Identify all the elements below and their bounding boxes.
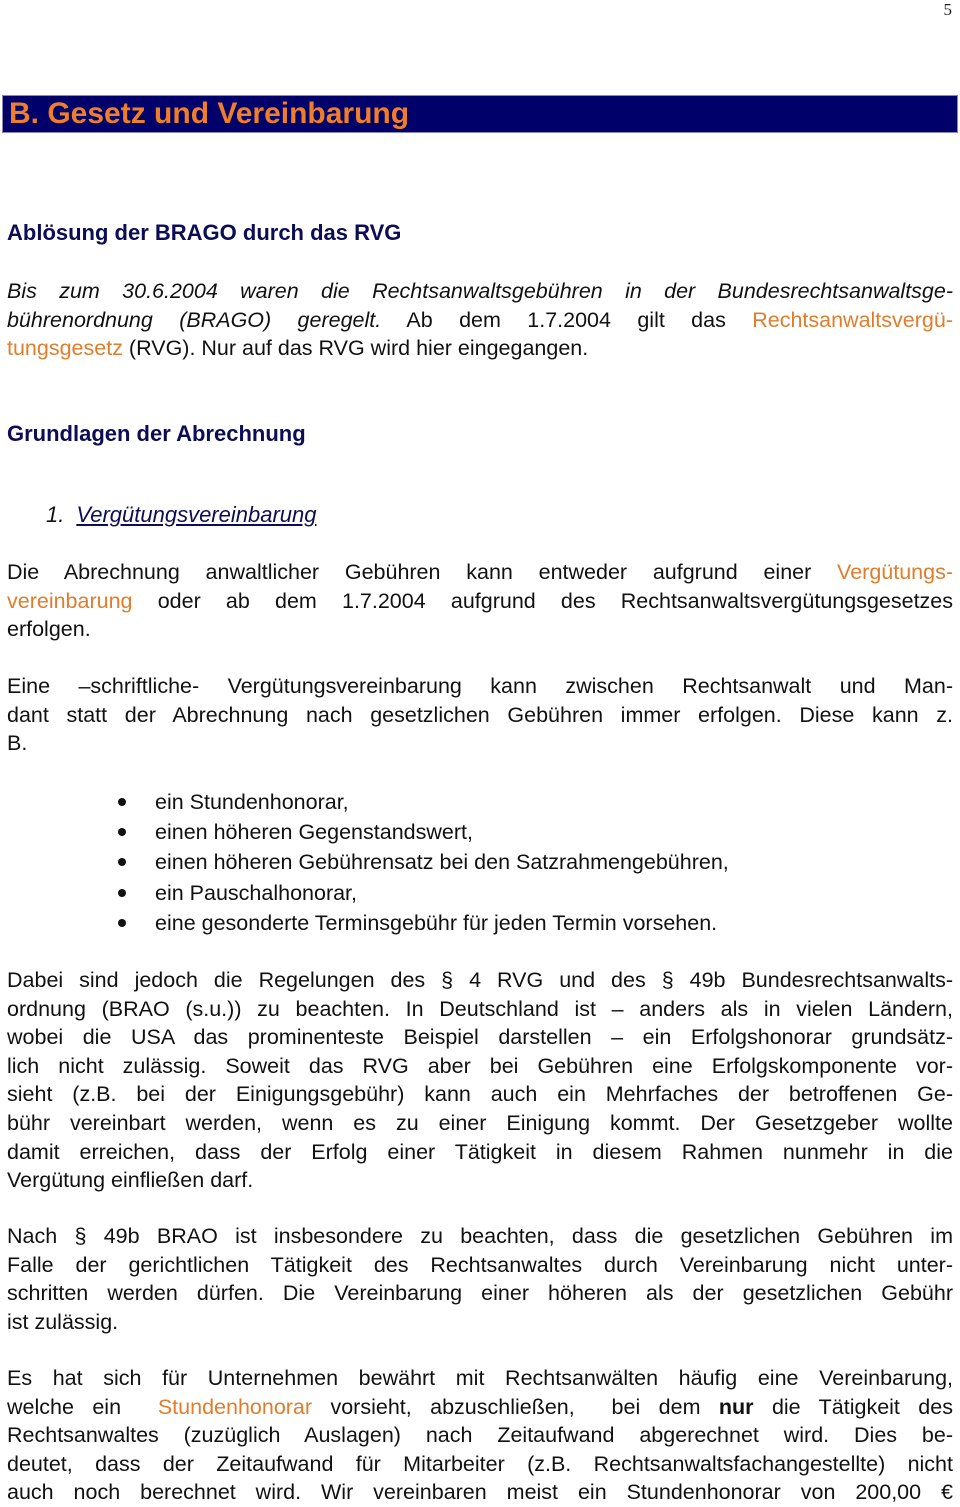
paragraph-line: lich nicht zulässig. Soweit das RVG aber bei Gebühren eine Erfolgskomponente vor- [7, 1053, 953, 1078]
paragraph-line: schritten werden dürfen. Die Vereinbarung einer höheren als der gesetzlichen Gebühr [7, 1281, 953, 1306]
paragraph-line: Es hat sich für Unternehmen bewährt mit Rechtsanwälten häufig eine Vereinbarung, [7, 1366, 953, 1390]
paragraph-regelungen [7, 966, 953, 1195]
paragraph-line: damit erreichen, dass der Erfolg einer Tätigkeit in diesem Rahmen nunmehr in die [7, 1139, 953, 1164]
bullet-icon [118, 919, 126, 927]
paragraph-line [7, 334, 953, 363]
text: vorsieht, abzuschließen, bei dem [312, 1394, 719, 1419]
list-item-text: eine gesonderte Terminsgebühr für jeden Termin vorsehen. [155, 910, 718, 935]
numbered-item-verguetungsvereinbarung [46, 502, 317, 528]
paragraph-line [7, 558, 953, 587]
section-heading-brago: Ablösung der BRAGO durch das RVG [7, 220, 402, 245]
list-item [118, 908, 729, 938]
verguetungsvereinbarung-link[interactable]: Vergütungs- [837, 560, 953, 584]
section-heading-grundlagen: Grundlagen der Abrechnung [7, 421, 306, 446]
paragraph-line: ist zulässig. [7, 1309, 119, 1334]
list-item-text: ein Stundenhonorar, [155, 790, 349, 814]
bullet-icon [118, 798, 126, 806]
paragraph-line: B. [7, 731, 28, 756]
list-item [118, 817, 729, 847]
text: (RVG). Nur auf das RVG wird hier eingegangen. [122, 336, 589, 361]
verguetungsvereinbarung-link-continued[interactable]: vereinbarung [7, 588, 133, 613]
paragraph-line: Eine –schriftliche- Vergütungsvereinbarung kann zwischen Rechtsanwalt und Man- [7, 674, 953, 698]
list-item-text: ein Pauschalhonorar, [155, 880, 358, 905]
item-label[interactable]: Vergütungsvereinbarung [76, 502, 317, 527]
list-item [118, 787, 729, 817]
text: die Tätigkeit des [753, 1394, 953, 1419]
chapter-title: B. Gesetz und Vereinbarung [9, 97, 410, 130]
bullet-icon [118, 858, 126, 866]
bold-text: nur [718, 1394, 754, 1419]
rvg-link[interactable]: Rechtsanwaltsvergü- [752, 307, 953, 332]
paragraph-line: erfolgen. [7, 617, 91, 642]
paragraph-line [7, 306, 953, 335]
paragraph-line: Rechtsanwaltes (zuzüglich Auslagen) nach Zeitaufwand abgerechnet wird. Dies be- [7, 1423, 953, 1448]
list-item [118, 878, 729, 908]
list-item [118, 847, 729, 877]
paragraph-line: Bis zum 30.6.2004 waren die Rechtsanwaltsgebühren in der Bundesrechtsanwaltsge- [7, 279, 953, 303]
chapter-heading-bar [2, 95, 958, 133]
paragraph-line: wobei die USA das prominenteste Beispiel darstellen – ein Erfolgshonorar grundsätz- [7, 1025, 953, 1050]
paragraph-schriftliche [7, 672, 953, 758]
paragraph-brago-intro [7, 277, 953, 363]
paragraph-stundenhonorar [7, 1364, 953, 1507]
paragraph-abrechnung [7, 558, 953, 644]
text: Ab dem 1.7.2004 gilt das [381, 307, 753, 332]
list-item-text: einen höheren Gebührensatz bei den Satzrahmengebühren, [155, 850, 729, 875]
bullet-icon [118, 889, 126, 897]
text: oder ab dem 1.7.2004 aufgrund des Rechtsanwaltsvergütungsgesetzes [132, 588, 953, 613]
paragraph-line: Falle der gerichtlichen Tätigkeit des Rechtsanwaltes durch Vereinbarung nicht unter- [7, 1252, 953, 1277]
bullet-icon [118, 828, 126, 836]
list-item-text: einen höheren Gegenstandswert, [155, 820, 473, 845]
text: Die Abrechnung anwaltlicher Gebühren kann entweder aufgrund einer [7, 560, 838, 584]
paragraph-line [7, 1393, 953, 1422]
bullet-list-options [118, 787, 729, 938]
paragraph-line: dant statt der Abrechnung nach gesetzlichen Gebühren immer erfolgen. Diese kann z. [7, 702, 953, 727]
rvg-link-continued[interactable]: tungsgesetz [7, 336, 123, 361]
paragraph-line: sieht (z.B. bei der Einigungsgebühr) kann auch ein Mehrfaches der betroffenen Ge- [7, 1082, 953, 1107]
paragraph-line: Nach § 49b BRAO ist insbesondere zu beachten, dass die gesetzlichen Gebühren im [7, 1224, 953, 1248]
item-number: 1. [46, 502, 65, 527]
paragraph-line: Dabei sind jedoch die Regelungen des § 4 RVG und des § 49b Bundesrechtsanwalts- [7, 968, 953, 992]
stundenhonorar-link[interactable]: Stundenhonorar [157, 1394, 313, 1419]
paragraph-line [7, 587, 953, 616]
paragraph-line: ordnung (BRAO (s.u.)) zu beachten. In Deutschland ist – anders als in vielen Ländern, [7, 996, 953, 1021]
paragraph-line: deutet, dass der Zeitaufwand für Mitarbeiter (z.B. Rechtsanwaltsfachangestellte) nicht [7, 1451, 953, 1476]
page-number: 5 [943, 0, 952, 19]
paragraph-line: auch noch berechnet wird. Wir vereinbaren meist ein Stundenhonorar von 200,00 € [7, 1480, 953, 1505]
paragraph-line: bühr vereinbart werden, wenn es zu einer Einigung kommt. Der Gesetzgeber wollte [7, 1110, 953, 1135]
paragraph-brao [7, 1222, 953, 1336]
italic-text: bührenordnung (BRAGO) geregelt. [7, 307, 382, 332]
paragraph-line: Vergütung einfließen darf. [7, 1168, 254, 1193]
text: welche ein [7, 1394, 158, 1419]
